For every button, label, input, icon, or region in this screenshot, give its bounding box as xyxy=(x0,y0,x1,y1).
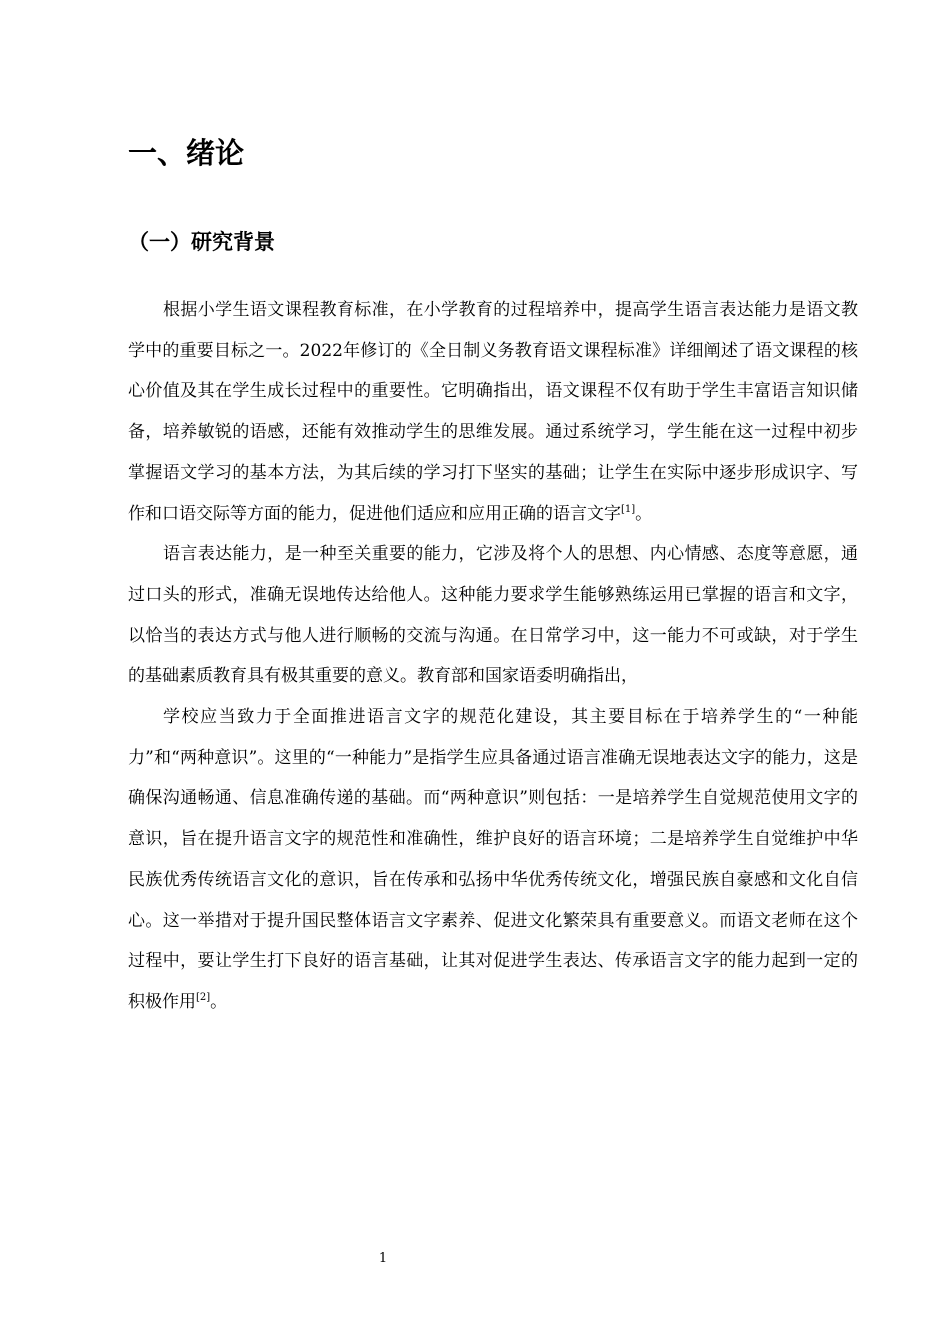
paragraph-text: 学校应当致力于全面推进语言文字的规范化建设，其主要目标在于培养学生的“一种能力”和“两种意识”。这里的“一种能力”是指学生应具备通过语言准确无误地表达文字的能力，这是确保沟通畅通、信息准确传递的基础。而“两种意识”则包括：一是培养学生自觉规范使用文字的意识，旨在提升语言文字的规范性和准确性，维护良好的语言环境；二是培养学生自觉维护中华民族优秀传统语言文化的意识，旨在传承和弘扬中华优秀传统文化，增强民族自豪感和文化自信心。这一举措对于提升国民整体语言文字素养、促进文化繁荣具有重要意义。而语文老师在这个过程中，要让学生打下良好的语言基础，让其对促进学生表达、传承语言文字的能力起到一定的积极作用 xyxy=(128,707,858,1012)
paragraph-text: 根据小学生语文课程教育标准，在小学教育的过程培养中，提高学生语言表达能力是语文教学中的重要目标之一。2022年修订的《全日制义务教育语文课程标准》详细阐述了语文课程的核心价值及其在学生成长过程中的重要性。它明确指出，语文课程不仅有助于学生丰富语言知识储备，培养敏锐的语感，还能有效推动学生的思维发展。通过系统学习，学生能在这一过程中初步掌握语文学习的基本方法，为其后续的学习打下坚实的基础；让学生在实际中逐步形成识字、写作和口语交际等方面的能力，促进他们适应和应用正确的语言文字 xyxy=(128,300,858,524)
paragraph-3 xyxy=(128,697,858,1023)
paragraph-tail: 。 xyxy=(210,991,228,1012)
paragraph-text: 语言表达能力，是一种至关重要的能力，它涉及将个人的思想、内心情感、态度等意愿，通过口头的形式，准确无误地传达给他人。这种能力要求学生能够熟练运用已掌握的语言和文字，以恰当的表达方式与他人进行顺畅的交流与沟通。在日常学习中，这一能力不可或缺，对于学生的基础素质教育具有极其重要的意义。教育部和国家语委明确指出， xyxy=(128,544,858,687)
body-text xyxy=(128,290,858,1023)
page-number: 1 xyxy=(378,1251,388,1266)
chapter-title: 一、绪论 xyxy=(128,136,245,170)
paragraph-1 xyxy=(128,290,858,534)
citation-marker: [2] xyxy=(196,991,211,1003)
paragraph-2 xyxy=(128,534,858,697)
citation-marker: [1] xyxy=(621,503,636,515)
section-title: （一）研究背景 xyxy=(128,230,275,254)
paragraph-tail: 。 xyxy=(635,503,653,524)
